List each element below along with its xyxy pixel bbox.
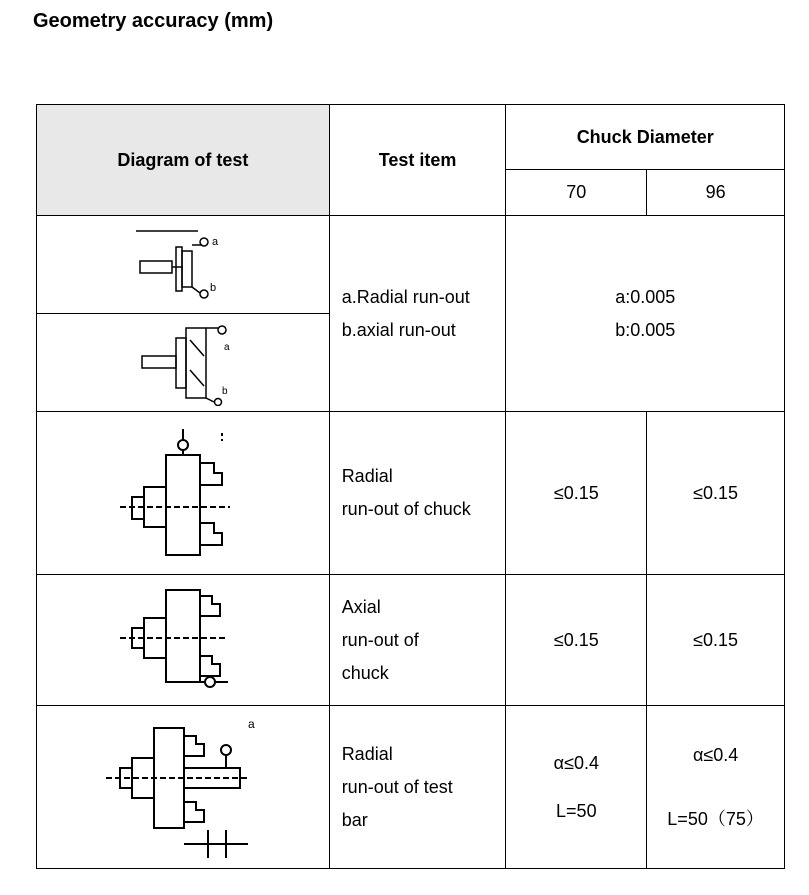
header-test-item: Test item [329,105,506,216]
value-merged-run-out [506,216,785,412]
item-radial-run-out-chuck [329,412,506,575]
value-70: ≤0.15 [506,575,647,706]
diagram-axial-run-out [37,314,330,412]
item-line: chuck [341,662,389,683]
item-line: run-out of test [341,776,453,797]
value-70 [506,706,647,869]
spindle-radial-diagram [128,225,238,305]
item-line: a.Radial run-out [341,286,470,307]
item-radial-axial-run-out [329,216,506,412]
diagram-radial-test-bar [37,706,330,869]
value-line: L=50 [556,801,597,821]
value-96: ≤0.15 [647,575,785,706]
value-line: b:0.005 [615,319,676,340]
value-96 [647,706,785,869]
value-96: ≤0.15 [647,412,785,575]
diagram-label-b: b [209,281,216,294]
value-70: ≤0.15 [506,412,647,575]
value-line: α≤0.4 [553,753,599,773]
header-diagram: Diagram of test [37,105,330,216]
value-line: a:0.005 [615,286,676,307]
value-line: α≤0.4 [692,745,739,765]
chuck-axial-diagram [118,582,248,698]
item-line: run-out of chuck [341,499,471,519]
item-line: Radial [341,466,393,486]
item-line: Axial [341,596,381,617]
diagram-label-a: a [211,235,218,248]
spindle-axial-diagram [128,320,238,406]
item-radial-run-out-test-bar [329,706,506,869]
item-line: run-out of [341,629,419,650]
test-bar-diagram [98,712,268,862]
item-line: bar [341,809,368,830]
diagram-label-a: a [223,341,230,353]
header-diameter-70: 70 [506,170,647,216]
diagram-radial-chuck [37,412,330,575]
header-diameter-96: 96 [647,170,785,216]
page-title: Geometry accuracy (mm) [33,10,274,32]
item-line: Radial [341,743,393,764]
header-chuck-diameter: Chuck Diameter [506,105,785,170]
geometry-accuracy-table [36,104,785,869]
item-line: b.axial run-out [341,319,456,340]
item-axial-run-out-chuck [329,575,506,706]
diagram-axial-chuck [37,575,330,706]
chuck-radial-diagram [118,423,248,563]
diagram-label-b: b [221,385,228,397]
diagram-label-a: a [247,717,255,731]
value-line: L=50（75） [667,809,764,829]
diagram-radial-run-out [37,216,330,314]
